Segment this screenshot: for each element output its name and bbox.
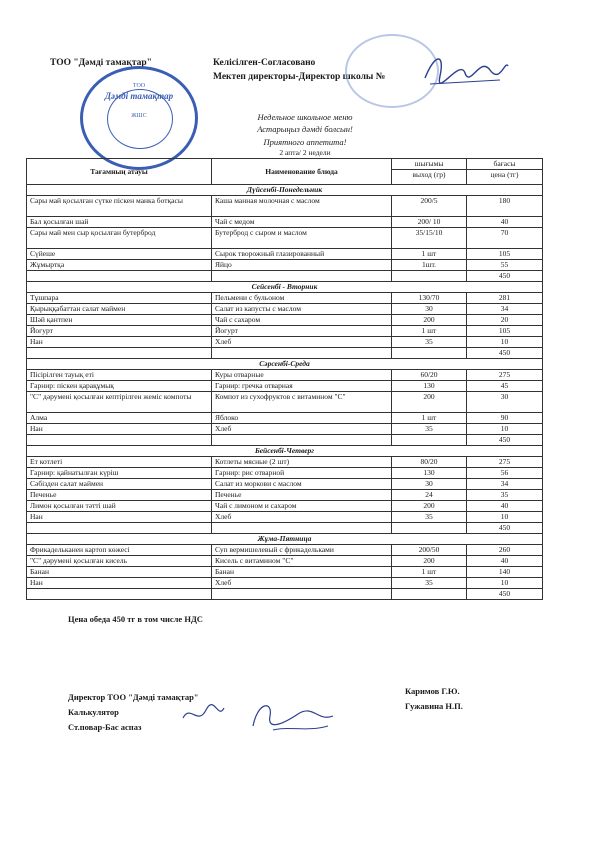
dish-name-kz: Бал қосылған шай: [27, 217, 212, 228]
footer-name-calculator: Гужавина Н.П.: [405, 701, 463, 711]
day-title: Дүйсенбі-Понедельник: [27, 185, 543, 196]
dish-price: 40: [467, 556, 543, 567]
dish-name-kz: Ет котлеті: [27, 457, 212, 468]
dish-price: 30: [467, 392, 543, 413]
director-signature: [420, 48, 510, 88]
dish-name-ru: [212, 589, 392, 600]
dish-price: 450: [467, 435, 543, 446]
dish-name-kz: Лимон қосылған тәтті шай: [27, 501, 212, 512]
menu-row: [27, 260, 543, 271]
dish-name-kz: Фрикадельканен картоп көжесі: [27, 545, 212, 556]
dish-name-ru: Пельмени с бульоном: [212, 293, 392, 304]
dish-name-ru: Чай с лимоном и сахаром: [212, 501, 392, 512]
dish-price: 10: [467, 512, 543, 523]
dish-price: 281: [467, 293, 543, 304]
menu-row: [27, 217, 543, 228]
col-output-ru: выход (гр): [392, 170, 467, 185]
col-price-kz: бағасы: [467, 159, 543, 170]
dish-name-ru: Куры отварные: [212, 370, 392, 381]
col-price-ru: цена (тг): [467, 170, 543, 185]
dish-output: [392, 523, 467, 534]
menu-row: [27, 567, 543, 578]
dish-output: 130/70: [392, 293, 467, 304]
dish-price: 70: [467, 228, 543, 249]
dish-price: 55: [467, 260, 543, 271]
dish-name-kz: Сүйеше: [27, 249, 212, 260]
dish-price: 56: [467, 468, 543, 479]
dish-name-kz: Шәй қантпен: [27, 315, 212, 326]
dish-name-kz: Нан: [27, 424, 212, 435]
dish-price: 10: [467, 337, 543, 348]
stamp-bottom-text: ЖШС: [131, 113, 147, 119]
menu-row: [27, 370, 543, 381]
dish-name-ru: Хлеб: [212, 578, 392, 589]
menu-row: [27, 589, 543, 600]
dish-price: 45: [467, 381, 543, 392]
dish-price: 105: [467, 326, 543, 337]
footer-chef: Ст.повар-Бас аспаз: [68, 722, 142, 732]
dish-name-kz: Жұмыртқа: [27, 260, 212, 271]
menu-row: [27, 457, 543, 468]
menu-row: [27, 435, 543, 446]
menu-row: [27, 196, 543, 217]
dish-name-ru: [212, 435, 392, 446]
dish-name-ru: Печенье: [212, 490, 392, 501]
menu-row: [27, 315, 543, 326]
dish-output: 1 шт: [392, 326, 467, 337]
dish-name-ru: Каша манная молочная с маслом: [212, 196, 392, 217]
company-stamp: [80, 66, 198, 170]
dish-name-ru: [212, 523, 392, 534]
dish-output: 200/ 10: [392, 217, 467, 228]
dish-price: 105: [467, 249, 543, 260]
menu-row: [27, 545, 543, 556]
dish-name-ru: Компот из сухофруктов с витамином "С": [212, 392, 392, 413]
director-school-label: Мектеп директоры-Директор школы №: [213, 72, 386, 82]
dish-name-ru: Салат из капусты с маслом: [212, 304, 392, 315]
dish-name-ru: Бутерброд с сыром и маслом: [212, 228, 392, 249]
dish-output: 200: [392, 501, 467, 512]
dish-output: 200/50: [392, 545, 467, 556]
dish-name-ru: Йогурт: [212, 326, 392, 337]
stamp-name: Дәмді тамақтар: [104, 91, 174, 101]
dish-output: 35: [392, 424, 467, 435]
dish-name-kz: [27, 523, 212, 534]
dish-name-ru: Гарнир: гречка отварная: [212, 381, 392, 392]
dish-name-kz: Сары май мен сыр қосылған бутерброд: [27, 228, 212, 249]
menu-row: [27, 337, 543, 348]
dish-name-ru: Хлеб: [212, 424, 392, 435]
dish-name-kz: Гарнир: қайнатылған күріш: [27, 468, 212, 479]
day-title: Жұма-Пятница: [27, 534, 543, 545]
menu-row: [27, 381, 543, 392]
dish-output: 80/20: [392, 457, 467, 468]
col-name-ru: Наименование блюда: [212, 159, 392, 185]
dish-name-ru: Чай с сахаром: [212, 315, 392, 326]
footer-names: [405, 684, 463, 714]
day-header-row: [27, 282, 543, 293]
company-name: ТОО "Дәмді тамақтар": [50, 58, 152, 68]
dish-output: 130: [392, 381, 467, 392]
dish-output: 1 шт: [392, 413, 467, 424]
day-title: Сейсенбі - Вторник: [27, 282, 543, 293]
footer-director: Директор ТОО "Дәмді тамақтар": [68, 692, 199, 702]
dish-name-kz: Алма: [27, 413, 212, 424]
dish-price: 450: [467, 271, 543, 282]
dish-output: 200: [392, 556, 467, 567]
dish-name-kz: Пісірілген тауық еті: [27, 370, 212, 381]
dish-output: [392, 589, 467, 600]
menu-row: [27, 392, 543, 413]
dish-name-kz: Банан: [27, 567, 212, 578]
menu-row: [27, 326, 543, 337]
footer-signatures: [178, 696, 338, 736]
dish-output: 30: [392, 479, 467, 490]
menu-row: [27, 271, 543, 282]
menu-row: [27, 468, 543, 479]
menu-row: [27, 348, 543, 359]
dish-name-ru: Котлеты мясные (2 шт): [212, 457, 392, 468]
dish-name-kz: "С" дәруменi қосылған кисель: [27, 556, 212, 567]
dish-name-ru: [212, 271, 392, 282]
dish-output: 1шт.: [392, 260, 467, 271]
agreed-label: Келісілген-Согласовано: [213, 58, 316, 68]
dish-output: 60/20: [392, 370, 467, 381]
col-output-kz: шығымы: [392, 159, 467, 170]
dish-name-kz: Сары май қосылған сүтке піскен манка ботқасы: [27, 196, 212, 217]
dish-name-kz: "С" дәруменi қосылған кептірілген жеміс компоты: [27, 392, 212, 413]
dish-name-kz: Печенье: [27, 490, 212, 501]
dish-price: 450: [467, 348, 543, 359]
col-name-kz: Тағамның атауы: [27, 159, 212, 185]
dish-name-ru: Яйцо: [212, 260, 392, 271]
day-header-row: [27, 534, 543, 545]
menu-row: [27, 479, 543, 490]
dish-name-kz: Қырыққабаттан салат маймен: [27, 304, 212, 315]
tagline-weekly-menu: Недельное школьное меню: [257, 112, 353, 122]
dish-name-kz: Нан: [27, 337, 212, 348]
dish-price: 20: [467, 315, 543, 326]
menu-row: [27, 228, 543, 249]
dish-price: 275: [467, 457, 543, 468]
dish-output: 130: [392, 468, 467, 479]
stamp-top-text: ТОО: [132, 83, 146, 89]
menu-row: [27, 249, 543, 260]
day-header-row: [27, 359, 543, 370]
dish-output: [392, 435, 467, 446]
menu-table: [26, 158, 543, 600]
menu-row: [27, 413, 543, 424]
dish-output: 1 шт: [392, 249, 467, 260]
menu-row: [27, 490, 543, 501]
dish-name-kz: [27, 435, 212, 446]
dish-name-ru: Сырок творожный глазированный: [212, 249, 392, 260]
menu-row: [27, 523, 543, 534]
dish-name-kz: Гарнир: піскен қарақұмық: [27, 381, 212, 392]
dish-name-ru: Хлеб: [212, 337, 392, 348]
dish-name-kz: Нан: [27, 578, 212, 589]
dish-output: [392, 271, 467, 282]
dish-name-kz: [27, 271, 212, 282]
dish-price: 450: [467, 523, 543, 534]
dish-price: 40: [467, 501, 543, 512]
dish-price: 140: [467, 567, 543, 578]
dish-price: 10: [467, 578, 543, 589]
dish-price: 40: [467, 217, 543, 228]
dish-name-kz: Сәбізден салат маймен: [27, 479, 212, 490]
dish-price: 260: [467, 545, 543, 556]
dish-price: 34: [467, 479, 543, 490]
dish-price: 90: [467, 413, 543, 424]
dish-output: 200: [392, 392, 467, 413]
day-title: Сәрсенбі-Среда: [27, 359, 543, 370]
dish-name-ru: [212, 348, 392, 359]
dish-price: 450: [467, 589, 543, 600]
dish-name-ru: Чай с медом: [212, 217, 392, 228]
menu-row: [27, 578, 543, 589]
dish-output: 200: [392, 315, 467, 326]
dish-name-kz: Нан: [27, 512, 212, 523]
footer-name-director: Каримов Г.Ю.: [405, 686, 460, 696]
tagline-bon-appetit-ru: Приятного аппетита!: [263, 137, 347, 147]
dish-price: 275: [467, 370, 543, 381]
dish-name-ru: Банан: [212, 567, 392, 578]
menu-row: [27, 424, 543, 435]
dish-name-ru: Салат из моркови с маслом: [212, 479, 392, 490]
dish-name-kz: [27, 589, 212, 600]
dish-output: 24: [392, 490, 467, 501]
menu-row: [27, 512, 543, 523]
dish-output: 35: [392, 512, 467, 523]
dish-price: 35: [467, 490, 543, 501]
dish-output: 30: [392, 304, 467, 315]
dish-name-ru: Хлеб: [212, 512, 392, 523]
footer-calculator: Калькулятор: [68, 707, 119, 717]
dish-output: 35: [392, 337, 467, 348]
header-row: [27, 159, 543, 170]
dish-output: [392, 348, 467, 359]
dish-name-ru: Суп вермишелевый с фрикадельками: [212, 545, 392, 556]
dish-name-kz: [27, 348, 212, 359]
dish-output: 35: [392, 578, 467, 589]
dish-output: 1 шт: [392, 567, 467, 578]
dish-output: 35/15/10: [392, 228, 467, 249]
day-header-row: [27, 446, 543, 457]
dish-name-kz: Йогурт: [27, 326, 212, 337]
dish-name-kz: Тұшпара: [27, 293, 212, 304]
menu-row: [27, 501, 543, 512]
lunch-price-note: Цена обеда 450 тг в том числе НДС: [68, 614, 203, 624]
dish-price: 34: [467, 304, 543, 315]
dish-name-ru: Яблоко: [212, 413, 392, 424]
menu-row: [27, 304, 543, 315]
dish-name-ru: Гарнир: рис отварной: [212, 468, 392, 479]
week-label: 2 апта/ 2 недели: [279, 148, 331, 157]
day-header-row: [27, 185, 543, 196]
dish-name-ru: Кисель с витамином "С": [212, 556, 392, 567]
dish-price: 10: [467, 424, 543, 435]
menu-row: [27, 556, 543, 567]
dish-price: 180: [467, 196, 543, 217]
menu-row: [27, 293, 543, 304]
dish-output: 200/5: [392, 196, 467, 217]
tagline-bon-appetit-kz: Астарыңыз дәмді болсын!: [257, 124, 353, 134]
day-title: Бейсенбі-Четверг: [27, 446, 543, 457]
